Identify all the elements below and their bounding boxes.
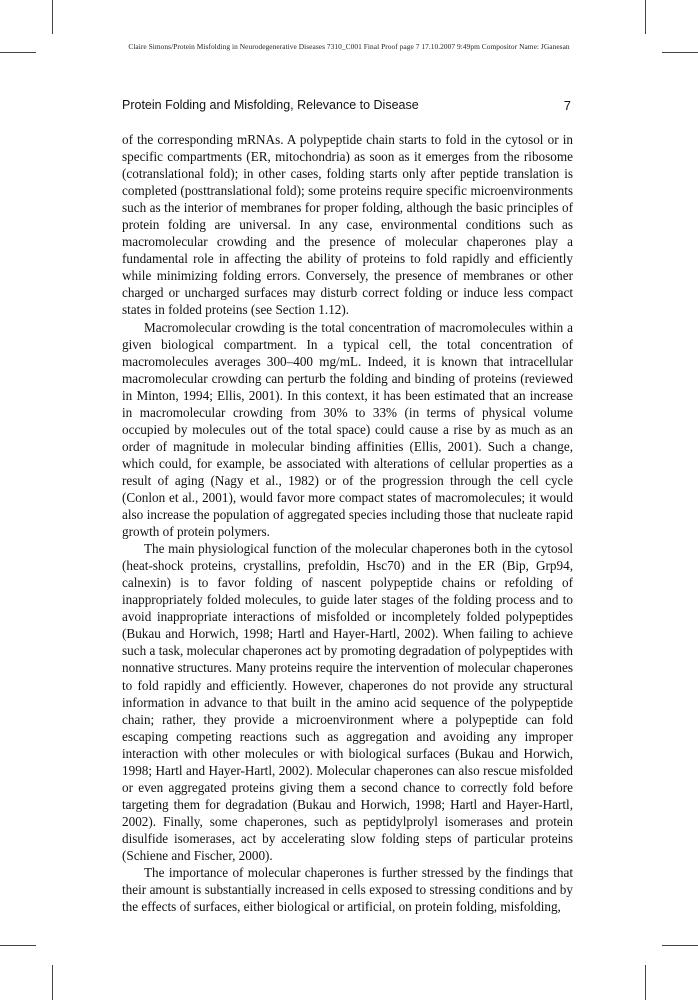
body-text	[122, 131, 573, 915]
crop-mark-right-bottom	[662, 945, 698, 946]
paragraph-4: The importance of molecular chaperones is further stressed by the findings that their amount is substantially increased in cells exposed to stressing conditions and by the effects of surfaces, either biological or artificial, on protein folding, misfolding,	[122, 865, 573, 915]
crop-mark-bottom-right	[645, 965, 646, 1000]
crop-mark-top-right	[645, 0, 646, 34]
crop-mark-bottom-left	[52, 965, 53, 1000]
crop-mark-right-top	[662, 52, 698, 53]
paragraph-1: of the corresponding mRNAs. A polypeptide chain starts to fold in the cytosol or in specific compartments (ER, mitochondria) as soon as it emerges from the ribosome (cotranslational fold); in other cases, folding starts only after peptide translation is completed (posttranslational fold); some proteins require specific microenvironments such as the interior of membranes for proper folding, although the basic principles of protein folding are universal. In any case, environmental conditions such as macromolecular crowding and the presence of molecular chaperones play a fundamental role in affecting the ability of proteins to fold rapidly and efficiently while minimizing folding errors. Conversely, the presence of membranes or other charged or uncharged surfaces may disturb correct folding or induce less compact states in folded proteins (see Section 1.12).	[122, 132, 573, 318]
page-number: 7	[563, 98, 571, 113]
running-head	[122, 98, 571, 112]
crop-mark-left-top	[0, 52, 36, 53]
running-head-title: Protein Folding and Misfolding, Relevance to Disease	[122, 98, 419, 112]
paragraph-2: Macromolecular crowding is the total concentration of macromolecules within a given biological compartment. In a typical cell, the total concentration of macromolecules averages 300–400 mg/mL. Indeed, it is known that intracellular macromolecular crowding can perturb the folding and binding of proteins (reviewed in Minton, 1994; Ellis, 2001). In this context, it has been estimated that an increase in macromolecular crowding from 30% to 33% (in terms of physical volume occupied by molecules out of the total space) could cause a rise by as much as an order of magnitude in molecular binding affinities (Ellis, 2001). Such a change, which could, for example, be associated with alterations of cellular properties as a result of aging (Nagy et al., 1982) or of the progression through the cell cycle (Conlon et al., 2001), would favor more compact states of macromolecules; it would also increase the population of aggregated species including those that nucleate rapid growth of protein polymers.	[122, 319, 573, 540]
crop-mark-left-bottom	[0, 945, 36, 946]
crop-mark-top-left	[52, 0, 53, 34]
paragraph-3: The main physiological function of the molecular chaperones both in the cytosol (heat-shock proteins, crystallins, prefoldin, Hsc70) and in the ER (Bip, Grp94, calnexin) is to favor folding of nascent polypeptide chains or refolding of inappropriately folded molecules, to guide later stages of the folding process and to avoid inappropriate interactions of misfolded or incompletely folded polypeptides (Bukau and Horwich, 1998; Hartl and Hayer-Hartl, 2002). When failing to achieve such a task, molecular chaperones act by promoting degradation of polypeptides with nonnative structures. Many proteins require the intervention of molecular chaperones to fold rapidly and efficiently. However, chaperones do not provide any structural information in advance to that built in the amino acid sequence of the polypeptide chain; rather, they provide a microenvironment where a polypeptide can fold escaping competing reactions such as aggregation and avoiding any improper interaction with other molecules or with biological surfaces (Bukau and Horwich, 1998; Hartl and Hayer-Hartl, 2002). Molecular chaperones can also rescue misfolded or even aggregated proteins giving them a second chance to correctly fold before targeting them for degradation (Bukau and Horwich, 1998; Hartl and Hayer-Hartl, 2002). Finally, some chaperones, such as peptidylprolyl isomerases and protein disulfide isomerases, act by accelerating slow folding steps of particular proteins (Schiene and Fischer, 2000).	[122, 541, 573, 863]
production-slug-line: Claire Simons/Protein Misfolding in Neurodegenerative Diseases 7310_C001 Final Proof page 7 17.10.2007 9:49pm Compositor Name: JGanesan	[128, 42, 570, 51]
